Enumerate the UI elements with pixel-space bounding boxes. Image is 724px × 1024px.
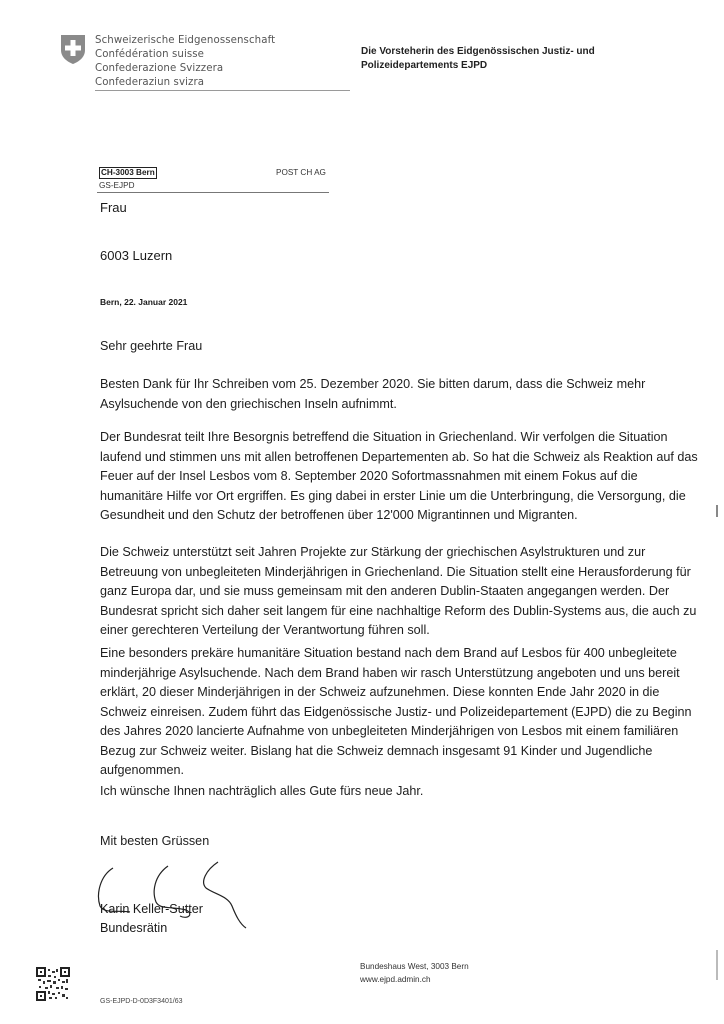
department-line-2: Polizeidepartements EJPD	[361, 59, 488, 71]
signer-block	[100, 900, 203, 938]
federation-name-it: Confederazione Svizzera	[95, 63, 224, 74]
federation-names	[95, 34, 275, 90]
qr-code-icon	[36, 967, 70, 1001]
paragraph-2	[100, 428, 700, 526]
recipient-city: 6003 Luzern	[100, 248, 173, 263]
scan-artifact	[716, 505, 718, 517]
closing: Mit besten Grüssen	[100, 834, 210, 848]
paragraph-text: Besten Dank für Ihr Schreiben vom 25. Dezember 2020. Sie bitten darum, dass die Schweiz mehr Asylsuchende von den griechischen Inseln aufnimmt.	[100, 377, 646, 411]
date-line: Bern, 22. Januar 2021	[100, 297, 188, 307]
recipient-name: Frau	[100, 200, 127, 215]
footer-website: www.ejpd.admin.ch	[360, 974, 431, 984]
federation-name-de: Schweizerische Eidgenossenschaft	[95, 35, 276, 46]
paragraph-text: Die Schweiz unterstützt seit Jahren Projekte zur Stärkung der griechischen Asylstrukturen und zur Betreuung von unbegleiteten Minderjährigen in Griechenland. Die Situation stellt eine Herausforderung für ganz Europa dar, und sie muss gemeinsam mit den anderen Dublin-Staaten angegangen werden. Der Bundesrat spricht sich daher seit langem für eine nachhaltige Reform des Dublin-Systems aus, die auch zu einer gerechteren Verteilung der Verantwortung führen soll.	[100, 545, 697, 637]
department-heading	[361, 45, 595, 72]
swiss-cross-shield-icon	[60, 33, 86, 65]
postal-service: POST CH AG	[276, 168, 326, 177]
document-reference: GS-EJPD-D-0D3F3401/63	[100, 998, 183, 1005]
department-line-1: Die Vorsteherin des Eidgenössischen Justiz- und	[361, 46, 595, 57]
signer-title: Bundesrätin	[100, 921, 168, 935]
paragraph-text: Eine besonders prekäre humanitäre Situation bestand nach dem Brand auf Lesbos für 400 unbegleitete minderjährige Asylsuchende. Nach dem Brand haben wir rasch Unterstützung angeboten und uns bereit erklärt, 20 dieser Minderjährigen in der Schweiz aufzunehmen. Diese konnten Ende Jahr 2020 in die Schweiz einreisen. Zudem führt das Eidgenössische Justiz- und Polizeidepartement (EJPD) die zu Beginn des Jahres 2020 lancierte Aufnahme von unbegleiteten Minderjährigen von Lesbos mit einem familiären Bezug zur Schweiz weiter. Bislang hat die Schweiz demnach insgesamt 91 Kinder und Jugendliche aufgenommen.	[100, 646, 692, 777]
paragraph-1	[100, 375, 700, 414]
salutation: Sehr geehrte Frau	[100, 339, 203, 353]
address-divider	[97, 192, 329, 193]
paragraph-3	[100, 543, 700, 641]
federation-name-fr: Confédération suisse	[95, 49, 205, 60]
paragraph-5	[100, 782, 700, 802]
paragraph-text: Ich wünsche Ihnen nachträglich alles Gute fürs neue Jahr.	[100, 784, 424, 798]
paragraph-text: Der Bundesrat teilt Ihre Besorgnis betreffend die Situation in Griechenland. Wir verfolgen die Situation laufend und stimmen uns mit allen betroffenen Departementen ab. So hat die Schweiz als Reaktion auf das Feuer auf der Insel Lesbos vom 8. September 2020 Sofortmassnahmen mit einem Fokus auf die humanitäre Hilfe vor Ort ergriffen. Es ging dabei in erster Linie um die Unterbringung, die Versorgung, die Gesundheit und den Schutz der betroffenen über 12'000 Migrantinnen und Migranten.	[100, 430, 698, 522]
sender-unit: GS-EJPD	[99, 181, 135, 190]
footer-address	[360, 961, 469, 986]
signer-name: Karin Keller-Sutter	[100, 902, 203, 916]
footer-street: Bundeshaus West, 3003 Bern	[360, 962, 469, 971]
header-divider	[95, 90, 350, 91]
sender-postal-box: CH-3003 Bern	[101, 168, 155, 177]
federation-name-rm: Confederaziun svizra	[95, 77, 205, 88]
paragraph-4	[100, 644, 700, 781]
scan-artifact	[716, 950, 718, 980]
